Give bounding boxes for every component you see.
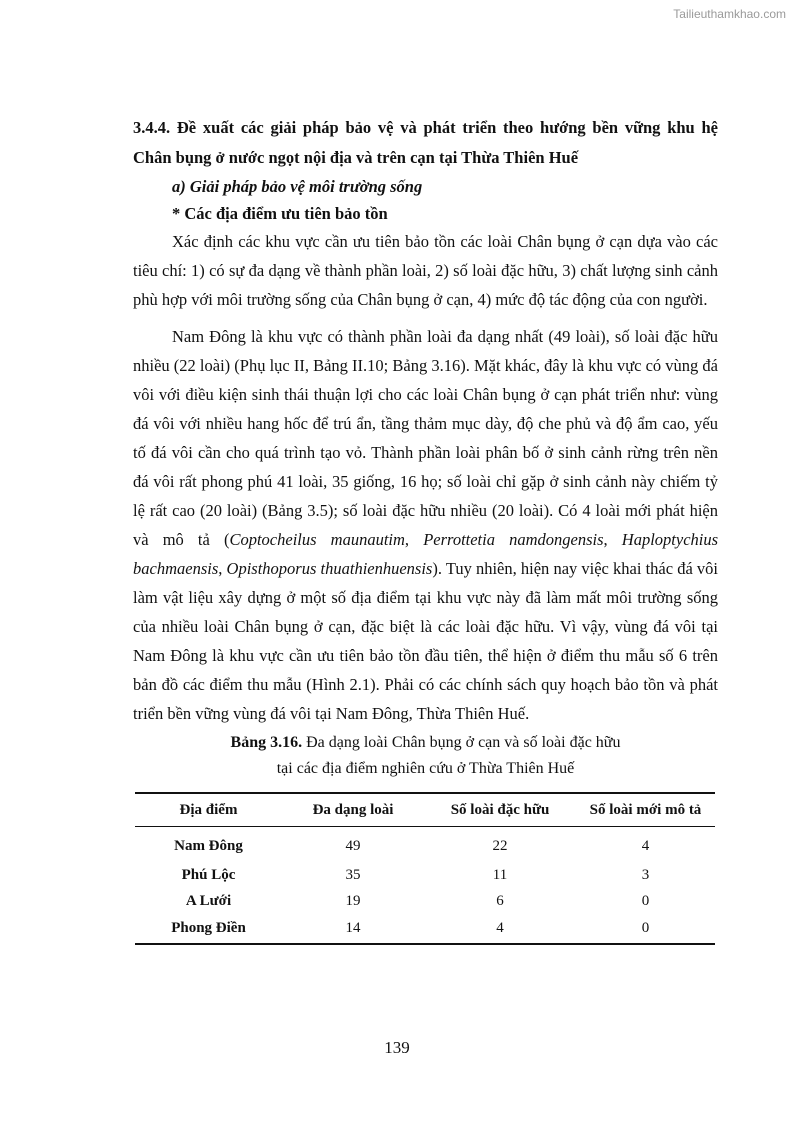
species-name: Perrottetia namdongensis [423, 530, 604, 549]
separator: , [218, 559, 227, 578]
species-name: Opisthoporus thuathienhuensis [226, 559, 433, 578]
caption-label: Bảng 3.16. [230, 734, 303, 751]
cell-place: Phú Lộc [181, 866, 236, 883]
table-row [135, 862, 715, 888]
cell-diversity: 14 [282, 914, 424, 944]
data-table [135, 792, 715, 945]
cell-new-species: 3 [641, 866, 650, 883]
header-diversity: Đa dạng loài [282, 793, 424, 827]
caption-text: Đa dạng loài Chân bụng ở cạn và số loài đặc hữu [302, 734, 621, 751]
species-name: Haploptychius bachmaensis [133, 530, 719, 578]
cell-new-species: 0 [576, 914, 715, 944]
para2-text2: ). Tuy nhiên, hiện nay việc khai thác đá vôi làm vật liệu xây dựng ở một số địa điểm tại khu vực này đã làm mất môi trường sống của nhiều loài Chân bụng ở cạn, đặc biệt là các loài đặc hữu. Vì vậy, vùng đá vôi tại Nam Đông là khu vực cần ưu tiên bảo tồn đầu tiên, thể hiện ở điểm thu mẫu số 6 trên bản đồ các điểm thu mẫu (Hình 2.1). Phải có các chính sách quy hoạch bảo tồn và phát triển bền vững vùng đá vôi tại Nam Đông, Thừa Thiên Huế. [133, 559, 718, 723]
cell-place: A Lưới [185, 892, 232, 909]
cell-diversity: 49 [345, 837, 361, 854]
caption-line-1 [133, 730, 718, 756]
subheading-a: a) Giải pháp bảo vệ môi trường sống [172, 177, 423, 196]
table-row [135, 888, 715, 914]
table-caption [133, 730, 718, 782]
header-place: Địa điểm [135, 793, 282, 827]
cell-diversity: 19 [345, 892, 361, 909]
cell-diversity: 35 [345, 866, 361, 883]
header-new-species: Số loài mới mô tả [576, 793, 715, 827]
cell-endemic: 11 [492, 866, 508, 883]
table-row [135, 827, 715, 863]
species-name: Coptocheilus maunautim [229, 530, 405, 549]
cell-new-species: 0 [641, 892, 650, 909]
table-row [135, 914, 715, 944]
table-header-row [135, 793, 715, 827]
paragraph-nam-dong [133, 322, 718, 728]
subheading-priority-sites: * Các địa điểm ưu tiên bảo tồn [172, 204, 388, 223]
page-number: 139 [384, 1038, 410, 1057]
cell-endemic: 4 [424, 914, 576, 944]
watermark: Tailieuthamkhao.com [673, 7, 786, 21]
caption-line-2: tại các địa điểm nghiên cứu ở Thừa Thiên Huế [276, 760, 575, 777]
cell-place: Phong Điền [135, 914, 282, 944]
separator: , [603, 530, 622, 549]
paragraph-criteria: Xác định các khu vực cần ưu tiên bảo tồn các loài Chân bụng ở cạn dựa vào các tiêu chí: 1) có sự đa dạng về thành phần loài, 2) số loài đặc hữu, 3) chất lượng sinh cảnh phù hợp với môi trường sống của Chân bụng ở cạn, 4) mức độ tác động của con người. [133, 232, 718, 309]
cell-endemic: 6 [496, 892, 504, 909]
header-endemic: Số loài đặc hữu [424, 793, 576, 827]
section-heading: 3.4.4. Đề xuất các giải pháp bảo vệ và phát triển theo hướng bền vững khu hệ Chân bụng ở nước ngọt nội địa và trên cạn tại Thừa Thiên Huế [133, 118, 718, 167]
para2-text1: Nam Đông là khu vực có thành phần loài đa dạng nhất (49 loài), số loài đặc hữu nhiều (22 loài) (Phụ lục II, Bảng II.10; Bảng 3.16). Mặt khác, đây là khu vực có vùng đá vôi với điều kiện sinh thái thuận lợi cho các loài Chân bụng ở cạn phát triển như: vùng đá vôi với nhiều hang hốc để trú ẩn, tầng thảm mục dày, độ che phủ và độ ẩm cao, yếu tố đá vôi cần cho quá trình tạo vỏ. Thành phần loài phân bố ở sinh cảnh rừng trên nền đá vôi rất phong phú 41 loài, 35 giống, 16 họ; số loài chỉ gặp ở sinh cảnh này chiếm tỷ lệ rất cao (20 loài) (Bảng 3.5); số loài đặc hữu nhiều (20 loài). Có 4 loài mới phát hiện và mô tả ( [133, 327, 718, 549]
cell-place: Nam Đông [174, 837, 243, 854]
separator: , [404, 530, 424, 549]
page-content [133, 113, 718, 945]
cell-endemic: 22 [492, 837, 508, 854]
cell-new-species: 4 [641, 837, 650, 854]
